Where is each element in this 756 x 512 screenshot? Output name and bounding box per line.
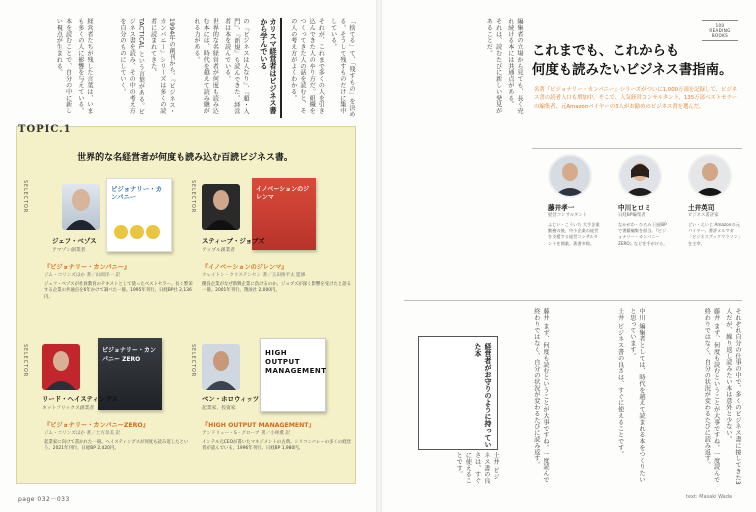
person-role: アップル創業者 <box>202 248 236 253</box>
topic-card-3 <box>22 336 189 476</box>
portrait-doi <box>688 154 732 198</box>
right-lower-col-3: 藤井 まず、何度も読むということが大事ですね。一度読んで終わりではなく、自分の状況が変わるたびに読み返す。 <box>532 308 549 483</box>
portrait-bezos <box>62 184 100 230</box>
selector-label: SELECTOR <box>190 344 195 378</box>
left-col-1: 「捨てる」て、「残すもの」を決める。そうして残すものだけに集中している。 それが、これまで多くの人を引き込んできた人のやり方だ。組織をつくってきた人の話を読むと、その人の考え方がよくわかる。 <box>289 18 355 118</box>
person-role: ネットフリックス創業者 <box>42 406 95 411</box>
person-desc: なかがわ・ひろみ 日経BPで書籍編集を担当。『ビジョナリー・カンパニーZERO』などを手がける。 <box>618 222 668 246</box>
right-col-1: 編集者の立場から見ても、長く売れ続ける本には共通点がある。 それは、読むたびに新しい発見があることだ。 <box>485 18 523 114</box>
book-title: 『イノベーションのジレンマ』 <box>202 264 288 271</box>
person-role: ビジネス書評家 <box>688 213 719 218</box>
book-desc: 優良企業がなぜ新興企業に負けるのか。ジョブズが深く影響を受けたと語る一冊。2001年刊行、翔泳社 2,000円。 <box>202 282 352 294</box>
person-name: ジェフ・ベゾス <box>52 237 97 245</box>
book-author: ジム・コリンズほか 著／山岡洋一 訳 <box>44 273 121 278</box>
topic-card-2 <box>190 172 352 322</box>
left-col-3: 1994年の創刊から、『ビジネス・カンパニー』シリーズは多くの読者に読まれてきた。 TACTICAL という言葉がある。ビジネス書を読み、その中の考え方を自分のものにしていく。 <box>118 18 175 116</box>
book-cover-innovation: イノベーションのジレンマ <box>252 178 316 250</box>
book-title: 『HIGH OUTPUT MANAGEMENT』 <box>202 422 315 429</box>
book-title: 『ビジョナリー・カンパニーZERO』 <box>44 422 149 429</box>
left-col-head <box>252 18 282 118</box>
person-name: 藤井孝一 <box>548 204 575 212</box>
topic-label: TOPIC.1 <box>18 124 72 135</box>
book-title: 『ビジョナリー・カンパニー』 <box>44 264 131 271</box>
book-author: ジム・コリンズほか 著／土方奈美 訳 <box>44 431 121 436</box>
person-role: アマゾン創業者 <box>52 248 86 253</box>
book-desc: ジェフ・ベゾスが社員教育のテキストとして使ったベストセラー。長く繁栄する企業の共通点を6年かけて調べた一冊。1995年刊行、日経BP社 2,136円。 <box>44 282 193 300</box>
feature-lead: 名著『ビジョナリー・カンパニー』シリーズがついに1,000万部を記録して、ビジネス書の読者人口も増加中。そこで、人気経営コンサルタント、135万部ベストセラーの編集者、元Amazonバイヤーの3人がお勧めのビジネス書を選んだ。 <box>534 87 738 110</box>
book-desc: 起業家に向けて書かれた一冊。ヘイスティングスが何度も読み返したという。2021年刊行、日経BP 2,420円。 <box>44 440 189 452</box>
category-badge: 100 READING BOOKS <box>702 18 738 43</box>
book-author: アンドリュー・S・グローブ 著／小林薫 訳 <box>202 431 290 436</box>
person-name: ベン・ホロウィッツ <box>202 395 260 403</box>
topic-title: 世界的な名経営者が何度も読み込む百読ビジネス書。 <box>77 153 293 163</box>
person-role: 起業家、投資家 <box>202 406 236 411</box>
book-cover-high-output: HIGH OUTPUT MANAGEMENT <box>260 338 326 412</box>
selector-label: SELECTOR <box>22 180 27 214</box>
page-gutter <box>376 0 382 512</box>
credit: text: Masaki Wada <box>686 494 732 500</box>
right-lower-col-2: 中川 編集者としては、時代を越えて読まれる本をつくりたいと思っています。 土井 ビジネス書の良さは、すぐに使えることです。 <box>616 308 645 483</box>
person-name: 中川ヒロミ <box>618 204 651 212</box>
portrait-hastings <box>42 344 80 390</box>
portrait-nakagawa <box>618 154 662 198</box>
book-desc: インテル元CEOが書いたマネジメントの古典。シリコンバレーの多くの経営者が読んでいる。1996年刊行、日経BP 1,980円。 <box>202 440 352 452</box>
right-lower-col-1: それぞれ自分の仕事の中で、多くのビジネス書に接してきた3人だが、繰り返し読みたい本は意外と少ない。 藤井 まず、何度も読むということが大事ですね。一度読んで終わりではなく、自分の状況が変わるたびに読み返す。 <box>703 308 741 485</box>
selector-label: SELECTOR <box>22 344 27 378</box>
person-role: 日経BP編集者 <box>618 213 646 218</box>
section-heading: カリスマ経営者はビジネス書から学んでいる <box>260 18 282 118</box>
person-name: 土井英司 <box>688 204 715 212</box>
book-cover-visionary: ビジョナリー・カンパニー <box>106 178 172 252</box>
person-name: リード・ヘイスティングス <box>42 395 118 403</box>
person-name: スティーブ・ジョブズ <box>202 237 265 245</box>
person-desc: ふじい・こういち 大手企業勤務の後、中小企業の経営を支援する経営コンサルタントを開業。著書多数。 <box>548 222 600 246</box>
topic-card-4 <box>190 336 352 476</box>
portrait-fujii <box>548 154 592 198</box>
feature-title: これまでも、これからも 何度も読みたいビジネス書指南。 <box>532 44 733 78</box>
selector-label: SELECTOR <box>190 180 195 214</box>
subheading-box: 経営者がお守りのように持っていた本 <box>418 336 498 450</box>
page-number-left: page 032－033 <box>18 496 70 503</box>
topic-card-1 <box>22 172 193 322</box>
divider <box>532 148 742 149</box>
portrait-jobs <box>202 184 240 230</box>
divider <box>404 300 742 301</box>
right-lower-col-4: 土井 ビジネス書の良さは、すぐに使えることです。 <box>455 452 499 484</box>
left-col-2: の『ビジネスは人なり』、『超・入門』、『新規』も読んできた。経営者は本を読んでいる。 世界的な名経営者が何度も読み込む本には、時代を越えて読み継がれる力がある。 <box>192 18 249 115</box>
person-role: 経営コンサルタント <box>548 213 588 218</box>
left-col-4: 経営者たちが残した言葉は、いまも多くの人に影響を与えている。 本を読むことで、自分の中に新しい視点が生まれる。 <box>55 18 93 114</box>
book-cover-zero: ビジョナリー・カンパニー ZERO <box>98 338 162 410</box>
portrait-horowitz <box>202 344 240 390</box>
person-desc: どい・えいじ Amazonの元バイヤー。書評メルマガ「ビジネスブックマラソン」を主宰。 <box>688 222 740 246</box>
book-author: クレイトン・クリステンセン 著／玉田俊平太 監修 <box>202 273 306 278</box>
